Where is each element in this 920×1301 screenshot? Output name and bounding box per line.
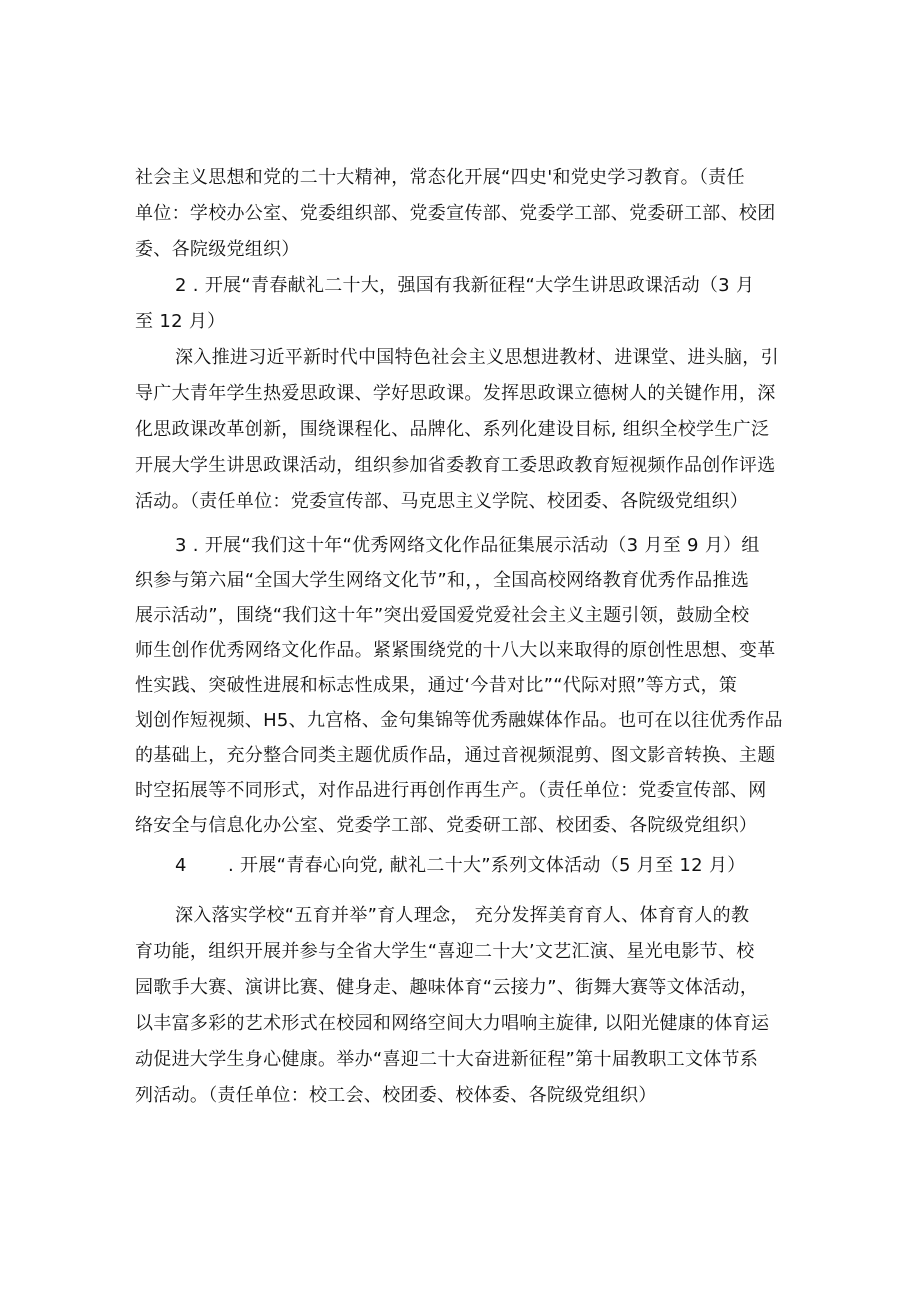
paragraph-3-line-7: 的基础上，充分整合同类主题优质作品，通过音视频混剪、图文影音转换、主题 <box>135 745 776 766</box>
paragraph-1-line-2: 单位：学校办公室、党委组织部、党委宣传部、党委学工部、党委研工部、校团 <box>135 203 776 224</box>
paragraph-4-line-4: 以丰富多彩的艺术形式在校园和网络空间大力唱响主旋律, 以阳光健康的体育运 <box>135 1013 770 1034</box>
paragraph-3-line-4: 师生创作优秀网络文化作品。紧紧围绕党的十八大以来取得的原创性思想、变革 <box>135 640 776 661</box>
paragraph-2-line-5: 活动。（责任单位：党委宣传部、马克思主义学院、校团委、各院级党组织） <box>135 491 749 512</box>
heading-4-title: . 开展“青春心向党, 献礼二十大”系列文体活动（5 月至 12 月） <box>228 855 746 876</box>
paragraph-3-line-8: 时空拓展等不同形式，对作品进行再创作再生产。（责任单位：党委宣传部、网 <box>135 780 767 801</box>
paragraph-3-line-3: 展示活动”，围绕“我们这十年”突出爱国爱党爱社会主义主题引领，鼓励全校 <box>135 605 750 626</box>
paragraph-2-line-3: 化思政课改革创新，围绕课程化、品牌化、系列化建设目标, 组织全校学生广泛 <box>135 419 770 440</box>
paragraph-4-line-6: 列活动。（责任单位：校工会、校团委、校体委、各院级党组织） <box>135 1085 657 1106</box>
paragraph-4-line-5: 动促进大学生身心健康。举办“喜迎二十大奋进新征程”第十届教职工文体节系 <box>135 1049 759 1070</box>
paragraph-4-line-1: 深入落实学校“五育并举”育人理念， 充分发挥美育育人、体育育人的教 <box>175 905 750 926</box>
paragraph-2-line-2: 导广大青年学生热爱思政课、学好思政课。发挥思政课立德树人的关键作用，深 <box>135 383 776 404</box>
paragraph-3-line-6: 划创作短视频、H5、九宫格、金句集锦等优秀融媒体作品。也可在以往优秀作品 <box>135 710 783 731</box>
heading-2-line-1: 2 . 开展“青春献礼二十大，强国有我新征程“大学生讲思政课活动（3 月 <box>175 275 755 296</box>
heading-2-line-2: 至 12 月） <box>135 311 226 332</box>
paragraph-3-line-9: 络安全与信息化办公室、党委学工部、党委研工部、校团委、各院级党组织） <box>135 815 758 836</box>
paragraph-2-line-4: 开展大学生讲思政课活动，组织参加省委教育工委思政教育短视频作品创作评选 <box>135 455 776 476</box>
paragraph-1-line-3: 委、各院级党组织） <box>135 239 300 260</box>
paragraph-4-line-2: 育功能，组织开展并参与全省大学生“喜迎二十大’文艺汇演、星光电影节、校 <box>135 941 755 962</box>
paragraph-2-line-1: 深入推进习近平新时代中国特色社会主义思想进教材、进课堂、进头脑，引 <box>175 347 779 368</box>
paragraph-4-line-3: 园歌手大赛、演讲比赛、健身走、趣味体育“云接力”、街舞大赛等文体活动， <box>135 977 759 998</box>
paragraph-1-line-1: 社会主义思想和党的二十大精神，常态化开展“四史'和党史学习教育。（责任 <box>135 167 745 188</box>
paragraph-3-line-2: 织参与第六届“全国大学生网络文化节”和，，全国高校网络教育优秀作品推选 <box>135 570 750 591</box>
heading-3-line-1: 3 . 开展“我们这十年“优秀网络文化作品征集展示活动（3 月至 9 月）组 <box>175 535 760 556</box>
heading-4-number: 4 <box>175 855 187 876</box>
paragraph-3-line-5: 性实践、突破性进展和标志性成果，通过‘今昔对比”“代际对照”等方式，策 <box>135 675 738 696</box>
